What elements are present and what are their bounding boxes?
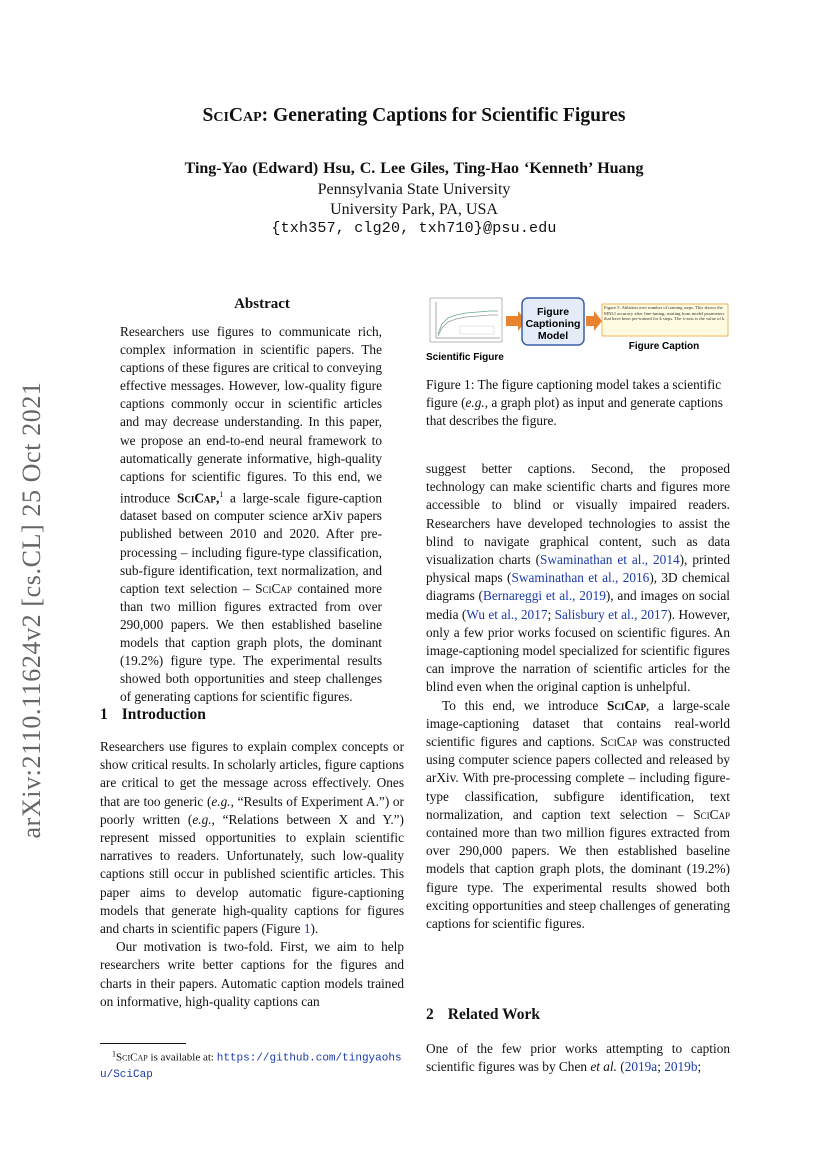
introduction-text xyxy=(100,738,404,1011)
citation-link[interactable]: Swaminathan et al., 2014 xyxy=(540,552,680,568)
citation-link[interactable]: Salisbury et al., 2017 xyxy=(554,606,668,622)
footnote: $^1$SciCap is available at: https://github.com/tingyaohsu/SciCap xyxy=(100,1049,402,1081)
citation-link[interactable]: 2019b xyxy=(664,1059,698,1075)
figure-1-diagram xyxy=(426,290,730,370)
abstract-heading: Abstract xyxy=(234,296,290,312)
sample-caption-text: Figure 5: Ablation over number of training steps. This shows the MNLI accuracy after fine-tuning, starting from model parameters that have been pre-trained for k steps. The x-axis is the value of k. xyxy=(604,305,726,322)
figure-caption-label: Figure Caption xyxy=(628,341,700,352)
figure-ref-link[interactable]: 1 xyxy=(303,921,311,937)
figure-1-caption: Figure 1: The figure captioning model takes a scientific figure (e.g., a graph plot) as input and generate captions that describes the figure. xyxy=(426,377,723,429)
related-work-text: One of the few prior works attempting to caption scientific figures was by Chen et al. (2019a; 2019b; xyxy=(426,1041,730,1075)
right-paragraph-1: suggest better captions. Second, the proposed technology can make scientific charts and figures more accessible to blind or visually impaired readers. Researchers have developed technologies to assist the blind to navigate graphical content, such as data visualization charts (Swaminathan et al., 2014), printed physical maps (Swaminathan et al., 2016), 3D chemical diagrams (Bernareggi et al., 2019), and images on social media (Wu et al., 2017; Salisbury et al., 2017). However, only a few prior works focused on scientific figures. An image-captioning model specialized for scientific figures can improve the narration of scientific articles for the blind even when the original caption is unhelpful. xyxy=(426,461,731,695)
citation-link[interactable]: Bernareggi et al., 2019 xyxy=(482,588,606,604)
scientific-figure-label: Scientific Figure xyxy=(426,352,504,363)
section-heading-introduction: 1 Introduction xyxy=(100,706,206,723)
abstract-text: Researchers use figures to communicate rich, complex information in scientific papers. The captions of these figures are critical to conveying effective messages. However, low-quality figure captions commonly occur in scientific articles and may decrease understanding. In this paper, we propose an end-to-end neural framework to automatically generate informative, high-quality captions for scientific figures. To this end, we introduce SciCap,$^1$ a large-scale figure-caption dataset based on computer science arXiv papers published between 2010 and 2020. After pre-processing – including figure-type classification, sub-figure identification, text normalization, and caption text selection – SciCap contained more than two million figures extracted from over 290,000 papers. We then established baseline models that caption graph plots, the dominant (19.2%) figure type. The experimental results showed both opportunities and steep challenges of generating captions for scientific figures. xyxy=(120,324,382,705)
thumbnail-graph-plot xyxy=(430,298,502,342)
citation-link[interactable]: Wu et al., 2017 xyxy=(466,606,548,622)
citation-link[interactable]: 2019a xyxy=(624,1059,658,1075)
affiliation-line-2: University Park, PA, USA xyxy=(330,201,498,218)
affiliation-line-1: Pennsylvania State University xyxy=(317,181,511,198)
intro-paragraph-2: Our motivation is two-fold. First, we aim to help researchers write better captions for the figures and charts in their papers. Automatic caption models trained on informative, high-quality captions can xyxy=(100,939,404,1009)
email: {txh357, clg20, txh710}@psu.edu xyxy=(271,220,557,237)
github-link[interactable]: https://github.com/tingyaohsu/SciCap xyxy=(100,1052,402,1081)
arxiv-watermark: arXiv:2110.11624v2 [cs.CL] 25 Oct 2021 xyxy=(17,381,46,839)
section-heading-related-work: 2 Related Work xyxy=(426,1006,541,1023)
footnote-rule xyxy=(100,1043,186,1044)
authors: Ting-Yao (Edward) Hsu, C. Lee Giles, Ting-Hao ‘Kenneth’ Huang xyxy=(184,160,644,177)
paper-title: SciCap: Generating Captions for Scientific Figures xyxy=(202,105,626,126)
arrow-right-icon xyxy=(586,311,602,331)
right-paragraph-2: To this end, we introduce SciCap, a large-scale image-captioning dataset that contains real-world scientific figures and captions. SciCap was constructed using computer science papers collected and released by arXiv. With pre-processing complete – including figure-type classification, subfigure identification, text normalization, and caption text selection – SciCap contained more than two million figures extracted from over 290,000 papers. We then established baseline models that caption graph plots, the dominant (19.2%) figure type. The experimental results showed both exciting opportunities and steep challenges of generating captions for scientific figures. xyxy=(426,697,730,932)
svg-text:FigureCaptioningModel: Figure Captioning Model xyxy=(525,306,581,342)
right-column-text xyxy=(426,460,730,933)
intro-paragraph-1: Researchers use figures to explain complex concepts or show critical results. In scholarly articles, figure captions are critical to get the message across effectively. Ones that are too generic (e.g., “Results of Experiment A.”) or poorly written (e.g., “Relations between X and Y.”) represent missed opportunities to explain scientific narratives to readers. Unfortunately, such low-quality captions still occur in published scientific articles. This paper aims to develop automatic figure-captioning models that generate high-quality captions for figures and charts in scientific papers (Figure 1). xyxy=(100,739,404,937)
citation-link[interactable]: Swaminathan et al., 2016 xyxy=(511,570,650,586)
figure-1 xyxy=(426,290,730,370)
